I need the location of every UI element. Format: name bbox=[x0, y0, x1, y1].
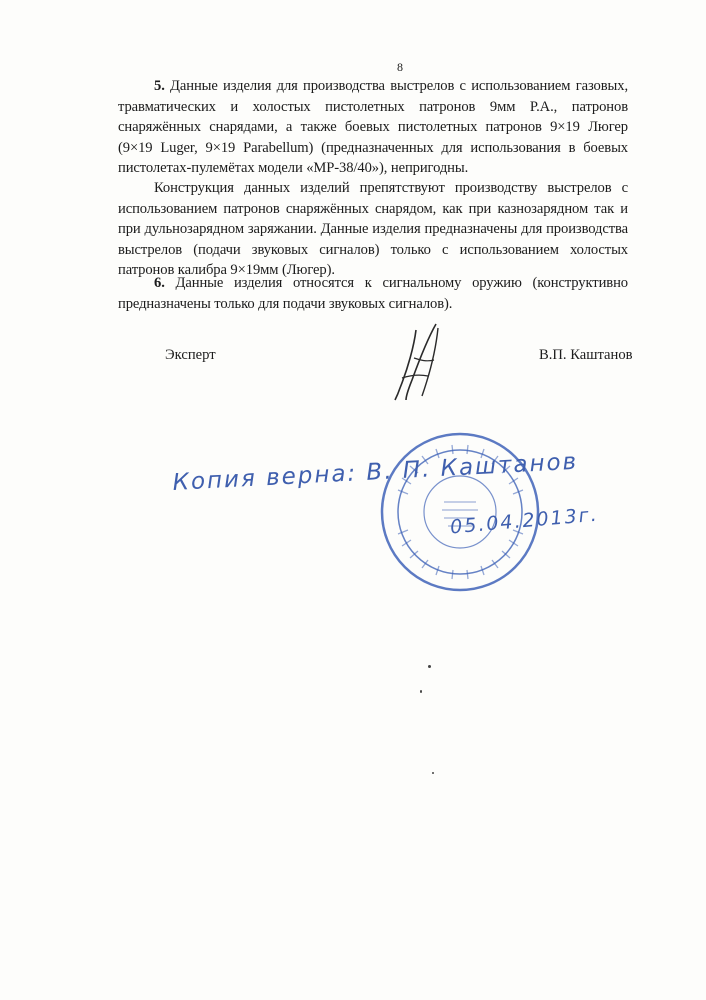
paragraph-5-text: Данные изделия для производства выстрелов с использованием газовых, травматических и холостых пистолетных патронов 9мм Р.А., патронов снаряжённых снарядами, а также боевых пистолетных патронов 9×19 Люгер (9×19 Luger, 9×19 Parabellum) (предназначенных для использования в боевых пистолетах-пулемётах модели «МР-38/40»), непригодны. bbox=[118, 78, 628, 176]
scan-speck bbox=[428, 665, 431, 668]
expert-name: В.П. Каштанов bbox=[539, 347, 633, 363]
paragraph-5-number: 5. bbox=[154, 78, 165, 94]
expert-role-label: Эксперт bbox=[165, 347, 216, 363]
scan-speck bbox=[432, 772, 434, 774]
expert-signature bbox=[378, 318, 458, 403]
paragraph-6-text: Данные изделия относятся к сигнальному оружию (конструктивно предназначены только для подачи звуковых сигналов). bbox=[118, 275, 628, 312]
paragraph-construction: Конструкция данных изделий препятствуют производству выстрелов с использованием патронов снаряжённых снарядом, как при казнозарядном так и при дульнозарядном заряжании. Данные изделия предназначены для производства выстрелов (подачи звуковых сигналов) только с использованием холостых патронов калибра 9×19мм (Люгер). bbox=[118, 180, 628, 278]
copy-certified-handwritten-note: Копия верна: В. П. Каштанов bbox=[172, 448, 579, 496]
page-number: 8 bbox=[397, 60, 403, 74]
paragraph-6 bbox=[118, 273, 628, 314]
certification-date: 05.04.2013г. bbox=[449, 503, 600, 539]
paragraph-5 bbox=[118, 76, 628, 179]
paragraph-6-number: 6. bbox=[154, 275, 165, 291]
scan-speck bbox=[420, 690, 422, 693]
